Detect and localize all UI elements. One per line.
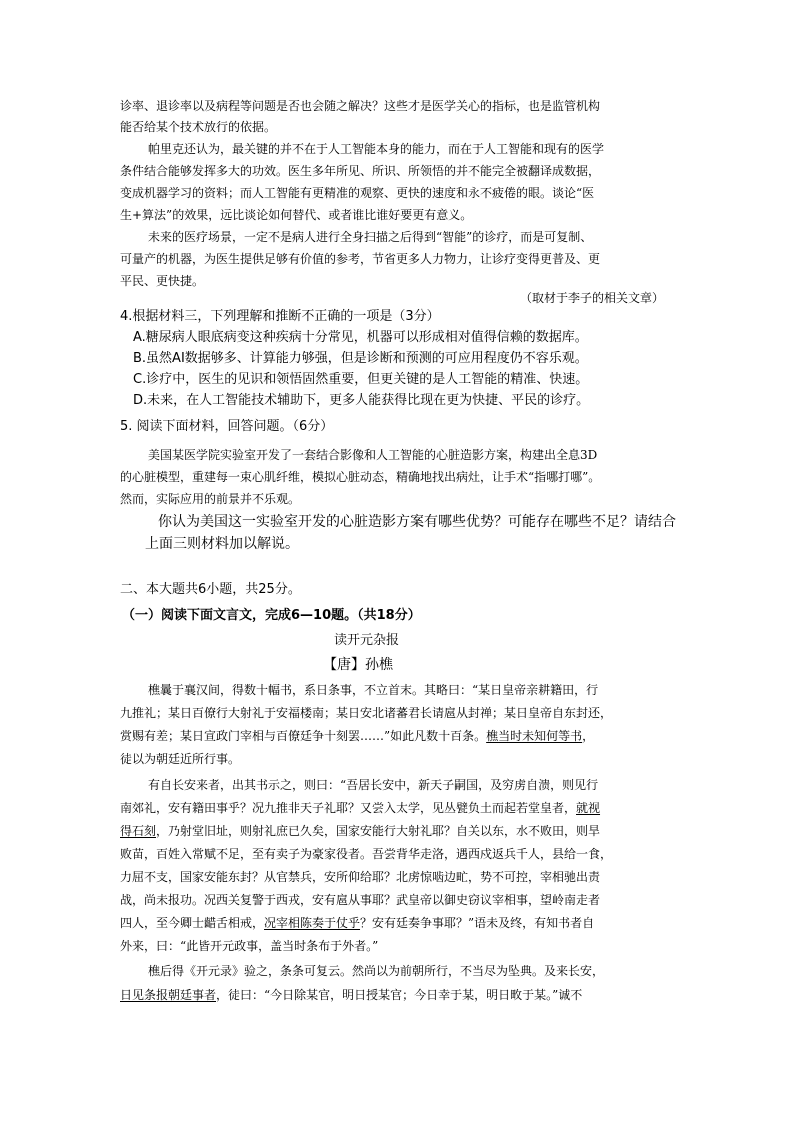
passage-line: 条件结合能够发挥多大的功效。医生多年所见、所识、所领悟的并不能完全被翻译成数据， — [120, 164, 601, 178]
question-5-stem: 5. 阅读下面材料，回答问题。（6分） — [120, 419, 334, 434]
question-5-material: 美国某医学院实验室开发了一套结合影像和人工智能的心脏造影方案，构建出全息3D — [148, 448, 598, 462]
section-heading: 二、本大题共6小题，共25分。 — [120, 582, 301, 597]
question-4-stem: 4.根据材料三，下列理解和推断不正确的一项是（3分） — [120, 309, 440, 324]
classical-line: 樵后得《开元录》验之，条条可复云。然尚以为前朝所行，不当尽为坠典。及来长安， — [148, 964, 605, 978]
classical-line: 徒以为朝廷近所行事。 — [120, 752, 241, 766]
underlined-phrase: 樵当时未知何等书 — [486, 729, 583, 743]
passage-line: 帕里克还认为，最关键的并不在于人工智能本身的能力，而在于人工智能和现有的医学 — [148, 142, 605, 156]
question-4-option-c: C.诊疗中，医生的见识和领悟固然重要，但更关键的是人工智能的精准、快速。 — [133, 372, 589, 387]
classical-line: 外来，曰：“此皆开元政事，盖当时条布于外者。” — [120, 939, 379, 953]
passage-line: 生+算法”的效果，远比谈论如何替代、或者谁比谁好要更有意义。 — [120, 208, 473, 222]
underlined-phrase: 日见条报朝廷事者 — [120, 988, 217, 1002]
question-5-ask: 上面三则材料加以解说。 — [145, 536, 299, 552]
classical-line: 樵曩于襄汉间，得数十幅书，系日条事，不立首末。其略曰：“某日皇帝亲耕籍田，行 — [148, 683, 599, 697]
classical-line: 南郊礼，安有籍田事乎？况九推非天子礼耶？又尝入太学，见丛甓负土而起若堂皇者，就视 — [120, 801, 601, 815]
classical-title: 读开元杂报 — [334, 633, 400, 648]
classical-line: 败苗，百姓入常赋不足，至有卖子为豪家役者。吾尝背华走洛，遇西戍返兵千人，县给一食， — [120, 847, 613, 861]
classical-line: 战，尚未报功。况西关复警于西戎，安有扈从事耶？武皇帝以御史窃议宰相事，望岭南走者 — [120, 893, 601, 907]
underlined-phrase: 得石刻 — [120, 824, 157, 838]
classical-line: 力屈不支，国家安能东封？从官禁兵，安所仰给耶？北虏惊啮边甿，势不可控，宰相驰出责 — [120, 870, 601, 884]
question-4-option-b: B.虽然AI数据够多、计算能力够强，但是诊断和预测的可应用程度仍不容乐观。 — [133, 351, 588, 366]
subsection-heading: （一）阅读下面文言文，完成6—10题。（共18分） — [122, 608, 421, 623]
classical-line: 赏赐有差；某日宣政门宰相与百僚廷争十刻罢……”如此凡数十百条。樵当时未知何等书， — [120, 729, 595, 743]
underlined-phrase: 况宰相陈奏于仗乎 — [264, 916, 361, 930]
passage-line: 可量产的机器，为医生提供足够有价值的参考，节省更多人力物力，让诊疗变得更普及、更 — [120, 252, 601, 266]
classical-author: 【唐】孙樵 — [323, 657, 393, 673]
passage-line: 未来的医疗场景，一定不是病人进行全身扫描之后得到“智能”的诊疗，而是可复制、 — [148, 230, 593, 244]
question-4-option-d: D.未来，在人工智能技术辅助下，更多人能获得比现在更为快捷、平民的诊疗。 — [133, 393, 590, 408]
question-5-ask: 你认为美国这一实验室开发的心脏造影方案有哪些优势？可能存在哪些不足？请结合 — [158, 514, 676, 530]
classical-line: 四人，至今卿士齰舌相戒，况宰相陈奏于仗乎？安有廷奏争事耶？”语未及终，有知书者自 — [120, 916, 595, 930]
classical-line: 得石刻，乃射堂旧址，则射礼庶已久矣，国家安能行大射礼耶？自关以东，水不败田，则旱 — [120, 824, 601, 838]
classical-line: 日见条报朝廷事者，徒曰：“今日除某官，明日授某官；今日幸于某，明日畋于某。”诚不 — [120, 988, 583, 1002]
question-4-option-a: A.糖尿病人眼底病变这种疾病十分常见，机器可以形成相对值得信赖的数据库。 — [133, 330, 588, 345]
question-5-material: 的心脏模型，重建每一束心肌纤维，模拟心脏动态，精确地找出病灶，让手术“指哪打哪”。 — [120, 470, 601, 484]
passage-line: 能否给某个技术放行的依据。 — [120, 120, 277, 134]
passage-line: 变成机器学习的资料；而人工智能有更精准的观察、更快的速度和永不疲倦的眼。谈论“医 — [120, 186, 595, 200]
classical-line: 有自长安来者，出其书示之，则曰：“吾居长安中，新天子嗣国，及穷虏自溃，则见行 — [148, 778, 599, 792]
passage-source: （取材于李子的相关文章） — [520, 291, 665, 305]
underlined-phrase: 就视 — [576, 801, 601, 815]
question-5-material: 然而，实际应用的前景并不乐观。 — [120, 492, 301, 506]
passage-line: 平民、更快捷。 — [120, 274, 205, 288]
classical-line: 九推礼；某日百僚行大射礼于安福楼南；某日安北诸蕃君长请扈从封禅；某日皇帝自东封还， — [120, 706, 613, 720]
passage-line: 诊率、退诊率以及病程等问题是否也会随之解决？这些才是医学关心的指标，也是监管机构 — [120, 99, 601, 113]
